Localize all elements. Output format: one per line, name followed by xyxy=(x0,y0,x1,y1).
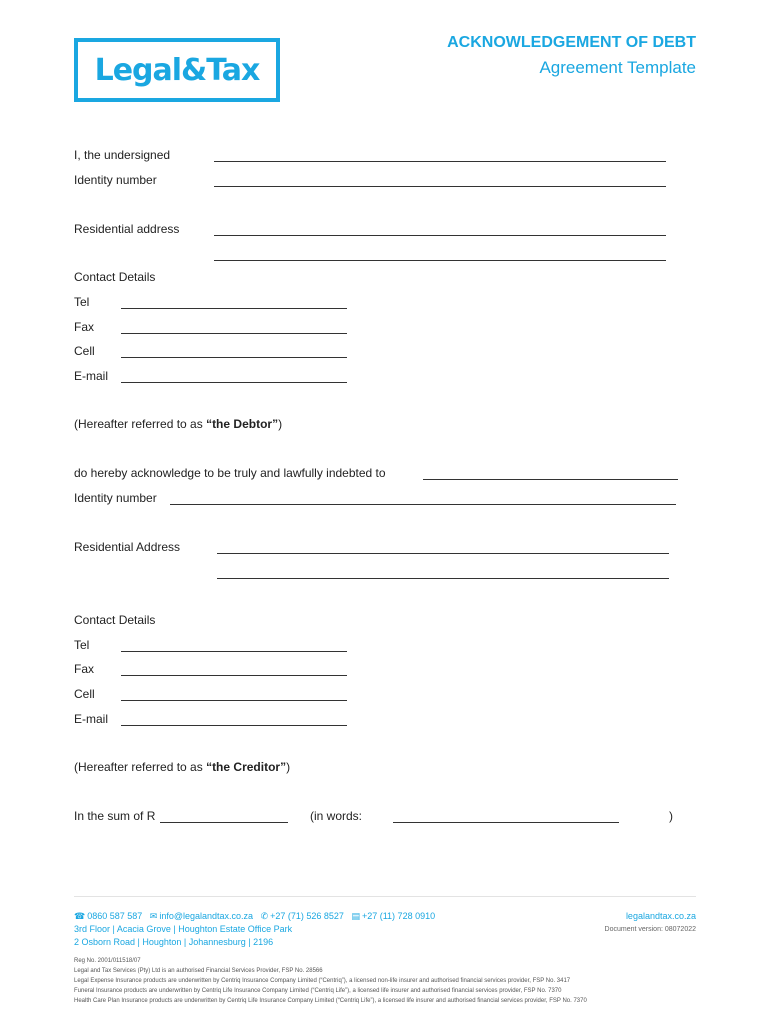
company-logo xyxy=(74,38,280,102)
sum-words-field[interactable] xyxy=(393,822,619,823)
mail-icon: ✉ xyxy=(149,911,158,921)
phone-icon: ☎ xyxy=(74,911,86,921)
debtor-contact-heading: Contact Details xyxy=(74,270,156,284)
footer-legal-4: Health Care Plan Insurance products are underwritten by Centriq Life Insurance Company Limited (“Centriq Life”), a licensed life insurer and authorised financial services provider, FSP No. 7370 xyxy=(74,998,587,1004)
creditor-contact-heading: Contact Details xyxy=(74,613,156,627)
footer-email[interactable]: info@legalandtax.co.za xyxy=(159,911,254,921)
footer-website[interactable]: legalandtax.co.za xyxy=(625,911,696,921)
sum-amount-field[interactable] xyxy=(160,822,288,823)
creditor-cell-label: Cell xyxy=(74,687,95,701)
undersigned-field[interactable] xyxy=(214,161,666,162)
creditor-name-field[interactable] xyxy=(423,479,678,480)
creditor-referred-name: “the Creditor” xyxy=(206,760,287,774)
footer-address-line1: 3rd Floor | Acacia Grove | Houghton Estate Office Park xyxy=(74,924,293,934)
creditor-cell-field[interactable] xyxy=(121,700,347,701)
debtor-cell-label: Cell xyxy=(74,344,95,358)
creditor-email-field[interactable] xyxy=(121,725,347,726)
debtor-tel-label: Tel xyxy=(74,295,90,309)
footer-legal-3: Funeral Insurance products are underwritten by Centriq Life Insurance Company Limited (“Centriq Life”), a licensed life insurer and authorised financial services provider, FSP No. 7370 xyxy=(74,988,562,994)
fax-icon: ▤ xyxy=(351,911,360,921)
footer-whatsapp[interactable]: +27 (71) 526 8527 xyxy=(270,911,344,921)
whatsapp-icon: ✆ xyxy=(260,911,269,921)
sum-words-label: (in words: xyxy=(310,809,363,823)
undersigned-label: I, the undersigned xyxy=(74,148,171,162)
creditor-fax-field[interactable] xyxy=(121,675,347,676)
creditor-tel-field[interactable] xyxy=(121,651,347,652)
debtor-cell-field[interactable] xyxy=(121,357,347,358)
creditor-address-field-1[interactable] xyxy=(217,553,669,554)
sum-close-paren: ) xyxy=(669,809,673,823)
document-subtitle: Agreement Template xyxy=(539,58,696,77)
debtor-identity-field[interactable] xyxy=(214,186,666,187)
debtor-referred-name: “the Debtor” xyxy=(206,417,279,431)
footer-doc-version: Document version: 08072022 xyxy=(604,926,696,933)
footer-legal-1: Legal and Tax Services (Pty) Ltd is an authorised Financial Services Provider, FSP No. 28566 xyxy=(74,968,323,974)
acknowledge-text: do hereby acknowledge to be truly and lawfully indebted to xyxy=(74,466,386,480)
creditor-address-field-2[interactable] xyxy=(217,578,669,579)
footer-fax: +27 (11) 728 0910 xyxy=(361,911,436,921)
debtor-referred-text xyxy=(74,417,282,431)
footer-address-line2: 2 Osborn Road | Houghton | Johannesburg | 2196 xyxy=(74,937,274,947)
footer-phone[interactable]: 0860 587 587 xyxy=(87,911,143,921)
debtor-identity-label: Identity number xyxy=(74,173,157,187)
debtor-address-field-1[interactable] xyxy=(214,235,666,236)
creditor-address-label: Residential Address xyxy=(74,540,181,554)
creditor-identity-field[interactable] xyxy=(170,504,676,505)
debtor-tel-field[interactable] xyxy=(121,308,347,309)
document-title: ACKNOWLEDGEMENT OF DEBT xyxy=(447,34,696,51)
debtor-fax-field[interactable] xyxy=(121,333,347,334)
debtor-referred-suffix: ) xyxy=(278,417,283,431)
creditor-referred-suffix: ) xyxy=(286,760,291,774)
footer-legal-2: Legal Expense Insurance products are underwritten by Centriq Insurance Company Limited (“Centriq”), a licensed non-life insurer and authorised financial services provider, FSP No. 3417 xyxy=(74,978,571,984)
debtor-address-field-2[interactable] xyxy=(214,260,666,261)
creditor-referred-prefix: (Hereafter referred to as xyxy=(74,760,207,774)
logo-text: Legal&Tax xyxy=(94,52,260,88)
debtor-email-label: E-mail xyxy=(74,369,109,383)
creditor-fax-label: Fax xyxy=(74,662,95,676)
debtor-fax-label: Fax xyxy=(74,320,95,334)
debtor-referred-prefix: (Hereafter referred to as xyxy=(74,417,207,431)
debtor-email-field[interactable] xyxy=(121,382,347,383)
footer-reg-no: Reg No. 2001/011518/07 xyxy=(74,958,141,964)
footer-contacts xyxy=(74,911,435,922)
footer-divider xyxy=(74,896,696,897)
creditor-identity-label: Identity number xyxy=(74,491,157,505)
creditor-tel-label: Tel xyxy=(74,638,90,652)
creditor-email-label: E-mail xyxy=(74,712,109,726)
creditor-referred-text xyxy=(74,760,290,774)
debtor-address-label: Residential address xyxy=(74,222,180,236)
sum-label: In the sum of R xyxy=(74,809,156,823)
